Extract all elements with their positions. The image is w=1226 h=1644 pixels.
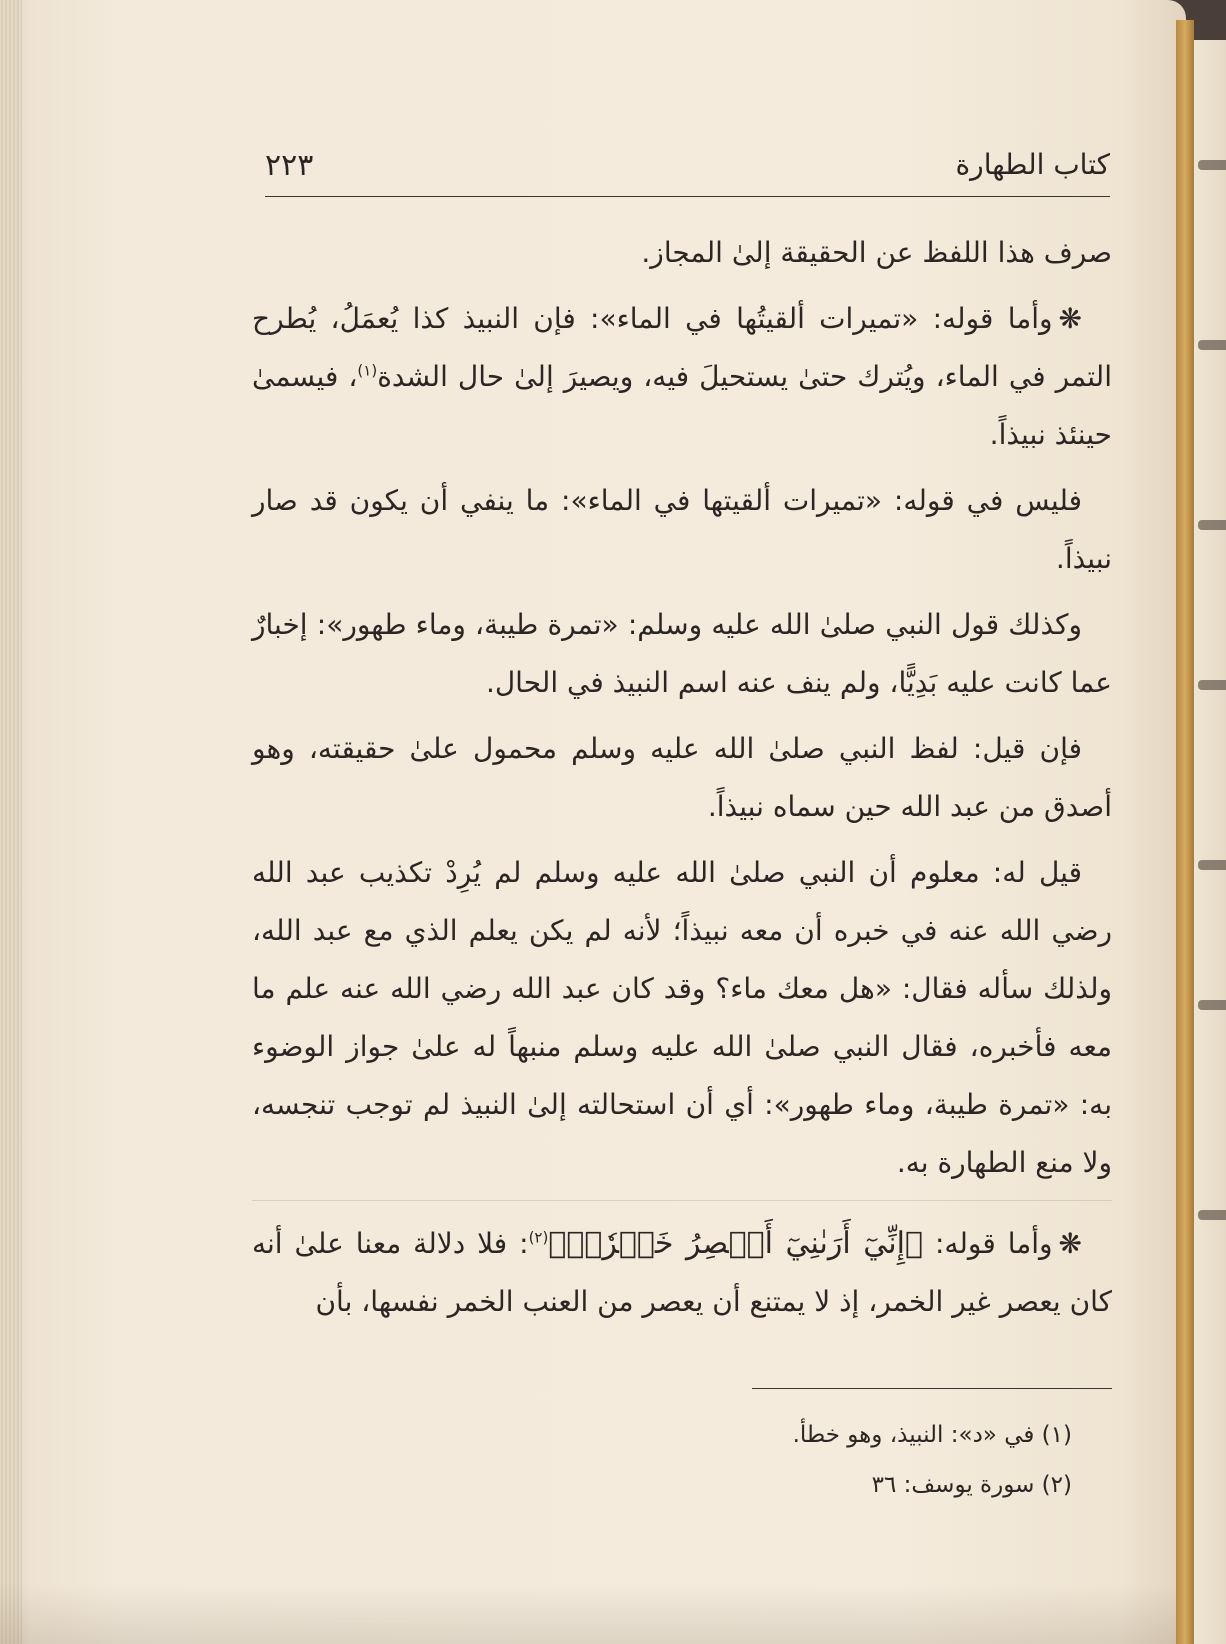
quran-verse: ﴿إِنِّيٓ أَرَىٰنِيٓ أَعۡصِرُ خَمۡرٗاۖ﴾ [548, 1226, 923, 1261]
next-page-text-fragment [1198, 340, 1226, 350]
footnote-2: (٢) سورة يوسف: ٣٦ [871, 1472, 1072, 1498]
page-number: ٢٢٣ [265, 148, 314, 183]
paragraph-4: وكذلك قول النبي صلىٰ الله عليه وسلم: «تمرة طيبة، وماء طهور»: إخبارٌ عما كانت عليه بَدِيًّا، ولم ينف عنه اسم النبيذ في الحال. [252, 608, 1112, 699]
next-page-text-fragment [1198, 1000, 1226, 1010]
paragraph-2 [252, 290, 1112, 464]
footnote-1: (١) في «د»: النبيذ، وهو خطأ. [792, 1422, 1072, 1448]
paragraph-7-text: : فلا دلالة معنا علىٰ أنه كان يعصر غير الخمر، إذ لا يمتنع أن يعصر من العنب الخمر نفسها، بأن [252, 1227, 1112, 1318]
next-page-text-fragment [1198, 680, 1226, 690]
footnote-ref-2: (٢) [528, 1228, 549, 1247]
page-shadow [0, 1584, 1186, 1644]
running-header [265, 148, 1110, 196]
star-ornament-icon: ❋ [1058, 1227, 1082, 1260]
book-title: كتاب الطهارة [955, 148, 1110, 181]
footnote-rule [752, 1388, 1112, 1389]
faint-divider [252, 1200, 1112, 1201]
paragraph-5: فإن قيل: لفظ النبي صلىٰ الله عليه وسلم محمول علىٰ حقيقته، وهو أصدق من عبد الله حين سماه نبيذاً. [252, 732, 1112, 823]
footnotes [700, 1410, 1072, 1510]
next-page-text-fragment [1198, 520, 1226, 530]
page-edge [0, 0, 22, 1644]
header-rule [265, 196, 1110, 197]
paragraph-1: صرف هذا اللفظ عن الحقيقة إلىٰ المجاز. [641, 236, 1112, 269]
next-page-text-fragment [1198, 1210, 1226, 1220]
next-page-sliver [1194, 40, 1226, 1644]
page-body [252, 224, 1112, 1318]
footnote-ref-1: (١) [357, 361, 378, 380]
paragraph-3: فليس في قوله: «تميرات ألقيتها في الماء»: ما ينفي أن يكون قد صار نبيذاً. [252, 484, 1112, 575]
next-page-text-fragment [1198, 860, 1226, 870]
paragraph-7-lead: وأما قوله: [934, 1227, 1053, 1260]
paragraph-2-text: وأما قوله: «تميرات ألقيتُها في الماء»: فإن النبيذ كذا يُعمَلُ، يُطرح التمر في الماء، ويُترك حتىٰ يستحيلَ فيه، ويصيرَ إلىٰ حال الشدة [252, 302, 1112, 393]
star-ornament-icon: ❋ [1058, 302, 1082, 335]
paragraph-2-tail: ، فيسمىٰ حينئذ نبيذاً. [252, 360, 1112, 451]
paragraph-7 [252, 1215, 1112, 1331]
gold-page-edge [1176, 20, 1194, 1644]
paragraph-6: قيل له: معلوم أن النبي صلىٰ الله عليه وسلم لم يُرِدْ تكذيب عبد الله رضي الله عنه في خبره أن معه نبيذاً؛ لأنه لم يكن يعلم الذي مع عبد الله، ولذلك سأله فقال: «هل معك ماء؟ وقد كان عبد الله رضي الله عنه علم ما معه فأخبره، فقال النبي صلىٰ الله عليه وسلم منبهاً له علىٰ جواز الوضوء به: «تمرة طيبة، وماء طهور»: أي أن استحالته إلىٰ النبيذ لم توجب تنجسه، ولا منع الطهارة به. [252, 856, 1112, 1179]
next-page-text-fragment [1198, 160, 1226, 170]
